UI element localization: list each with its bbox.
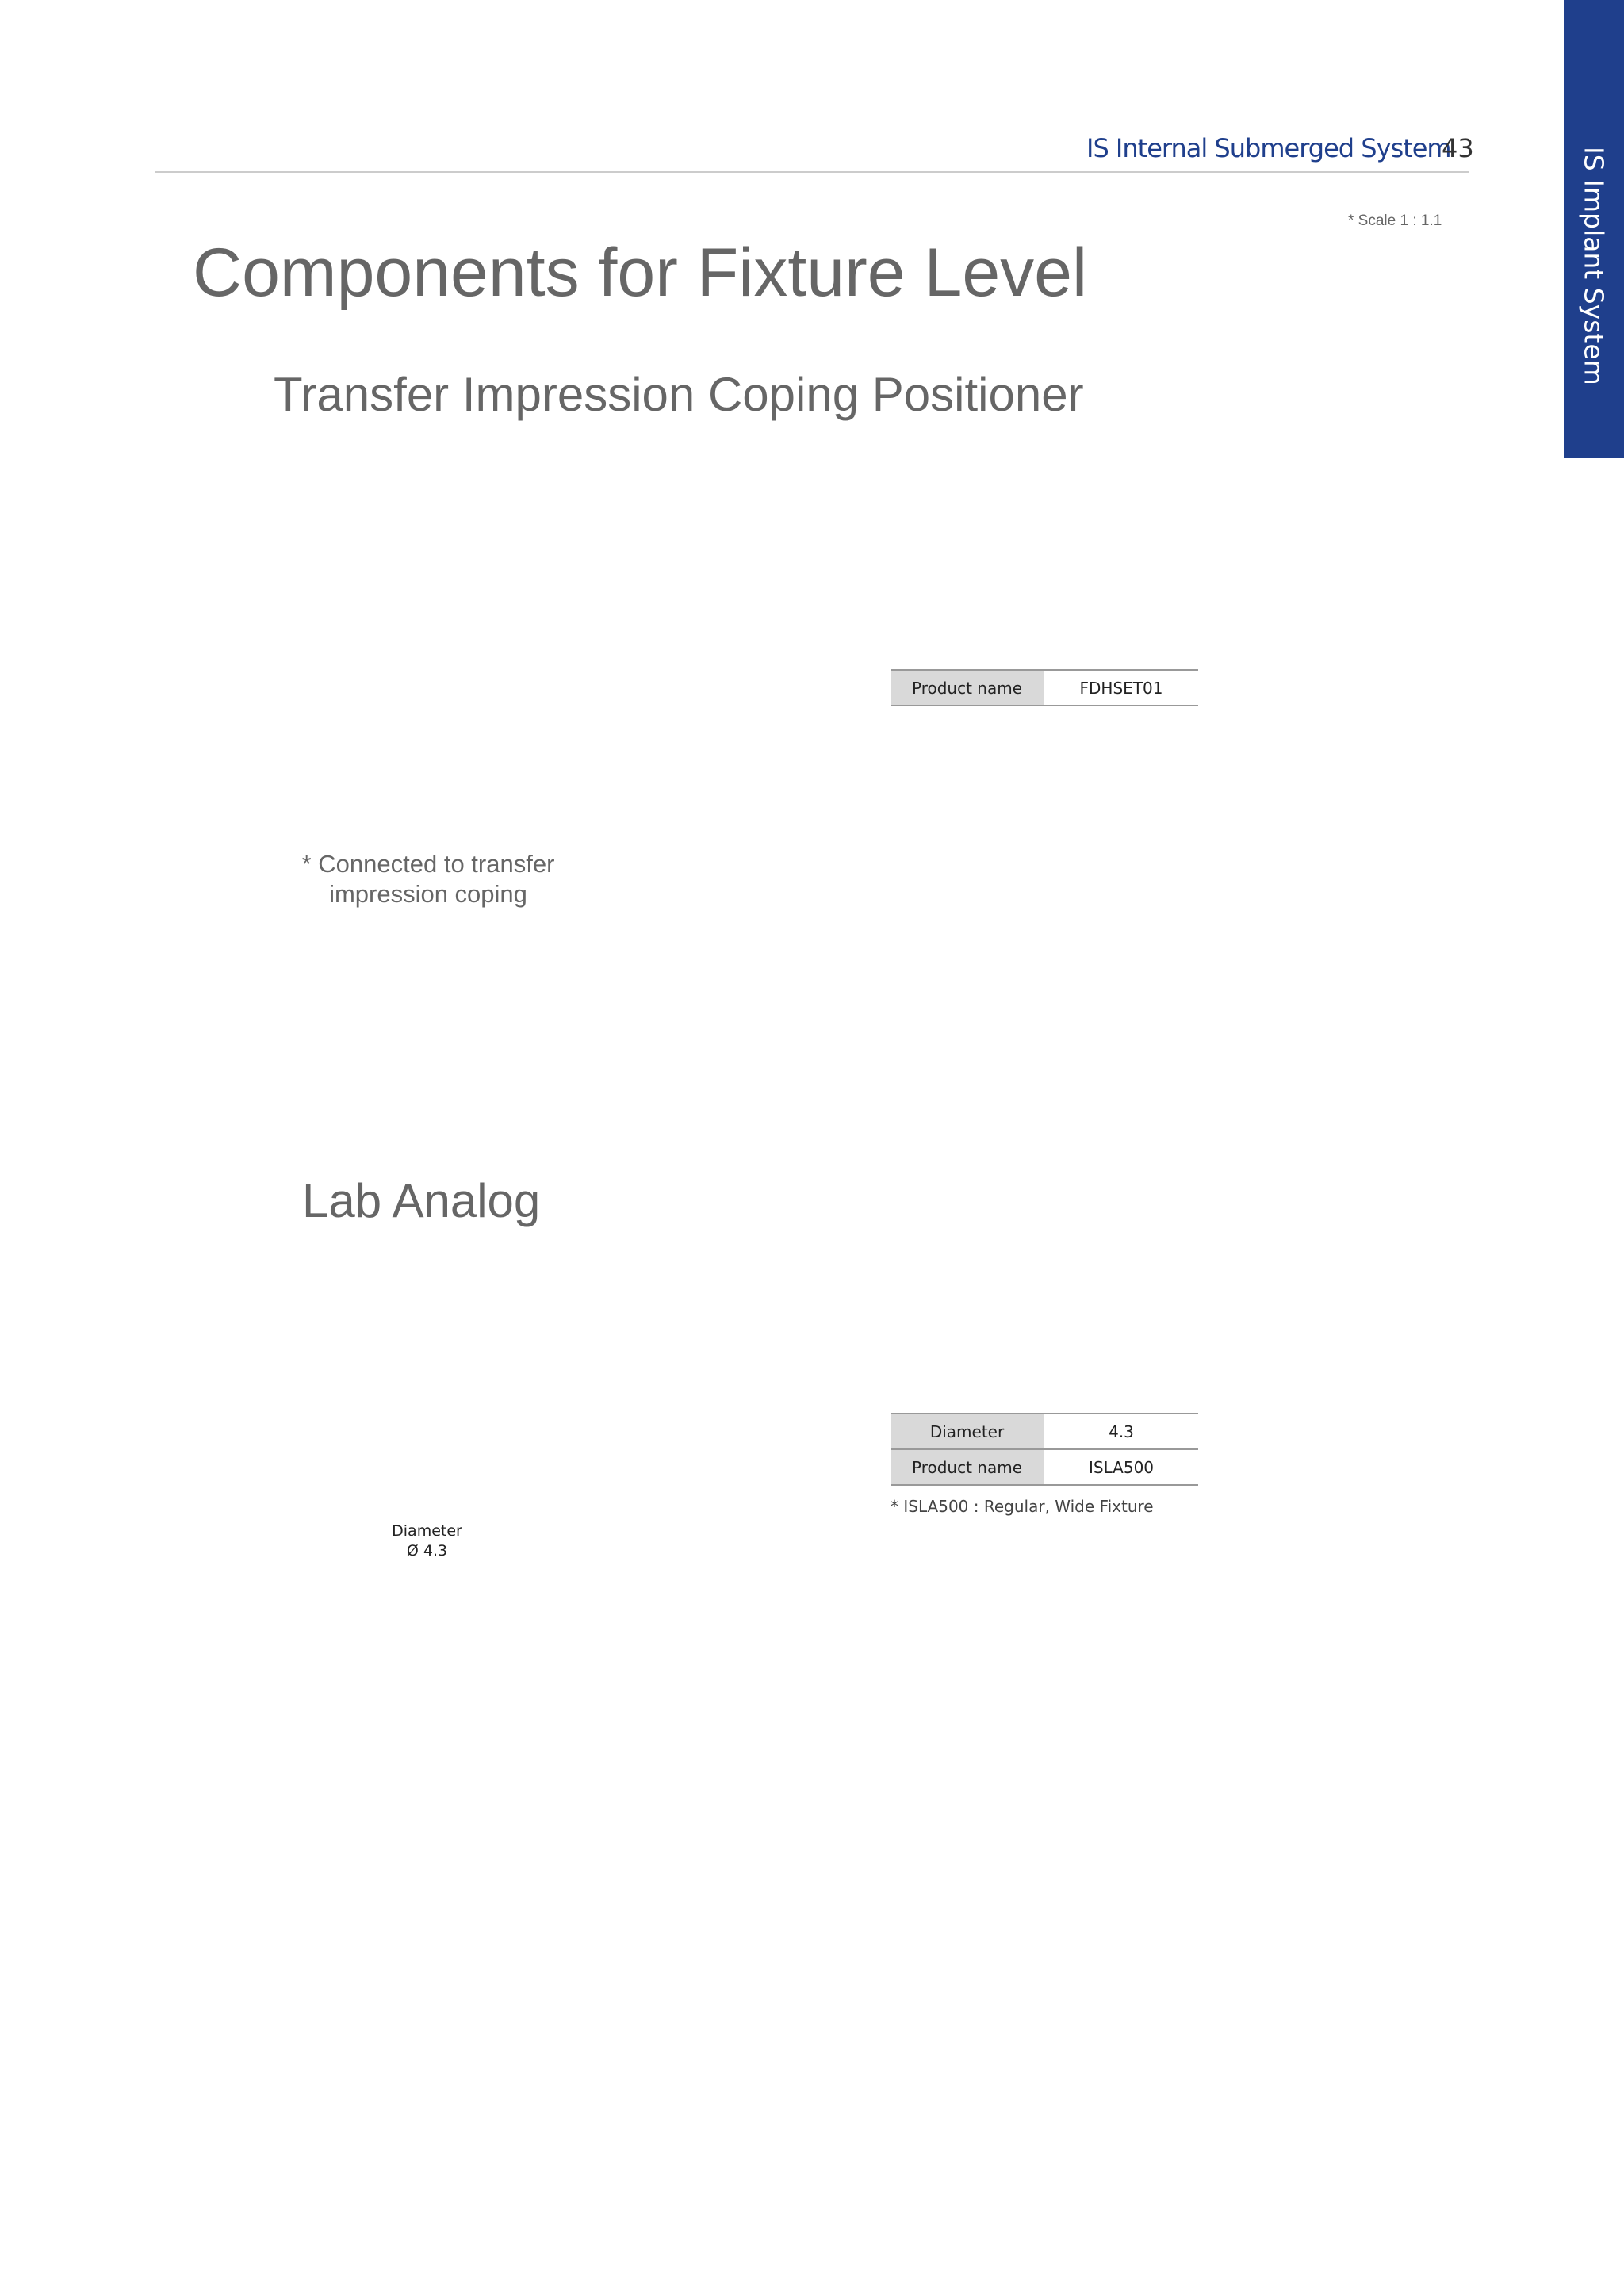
table-label-cell: Diameter	[891, 1414, 1044, 1449]
caption-line: impression coping	[329, 880, 527, 908]
positioner-caption	[293, 849, 563, 909]
section-title-positioner: Transfer Impression Coping Positioner	[274, 368, 1084, 421]
section-title-lab-analog: Lab Analog	[302, 1174, 541, 1227]
table-value-cell: 4.3	[1044, 1414, 1199, 1449]
page-number: 43	[1442, 133, 1474, 163]
table-label-cell: Product name	[891, 1449, 1044, 1485]
lab-analog-note: * ISLA500 : Regular, Wide Fixture	[891, 1497, 1154, 1516]
page-title: Components for Fixture Level	[193, 235, 1088, 311]
positioner-spec-table	[891, 669, 1198, 706]
table-row	[891, 1449, 1198, 1485]
header-title: IS Internal Submerged System	[1086, 133, 1451, 163]
caption-line: * Connected to transfer	[301, 850, 555, 878]
diameter-dimension-label	[385, 1521, 469, 1561]
lab-analog-spec-table	[891, 1413, 1198, 1486]
side-tab-label: IS Implant System	[1578, 147, 1610, 385]
table-value-cell: ISLA500	[1044, 1449, 1199, 1485]
table-row	[891, 1414, 1198, 1449]
dimension-value: Ø 4.3	[406, 1542, 448, 1559]
table-label-cell: Product name	[891, 670, 1044, 706]
table-value-cell: FDHSET01	[1044, 670, 1199, 706]
dimension-line	[396, 1492, 459, 1519]
scale-note: * Scale 1 : 1.1	[1348, 212, 1442, 229]
table-row	[891, 670, 1198, 706]
header-divider	[155, 171, 1469, 173]
dimension-label: Diameter	[392, 1522, 462, 1540]
side-tab	[1564, 0, 1624, 458]
